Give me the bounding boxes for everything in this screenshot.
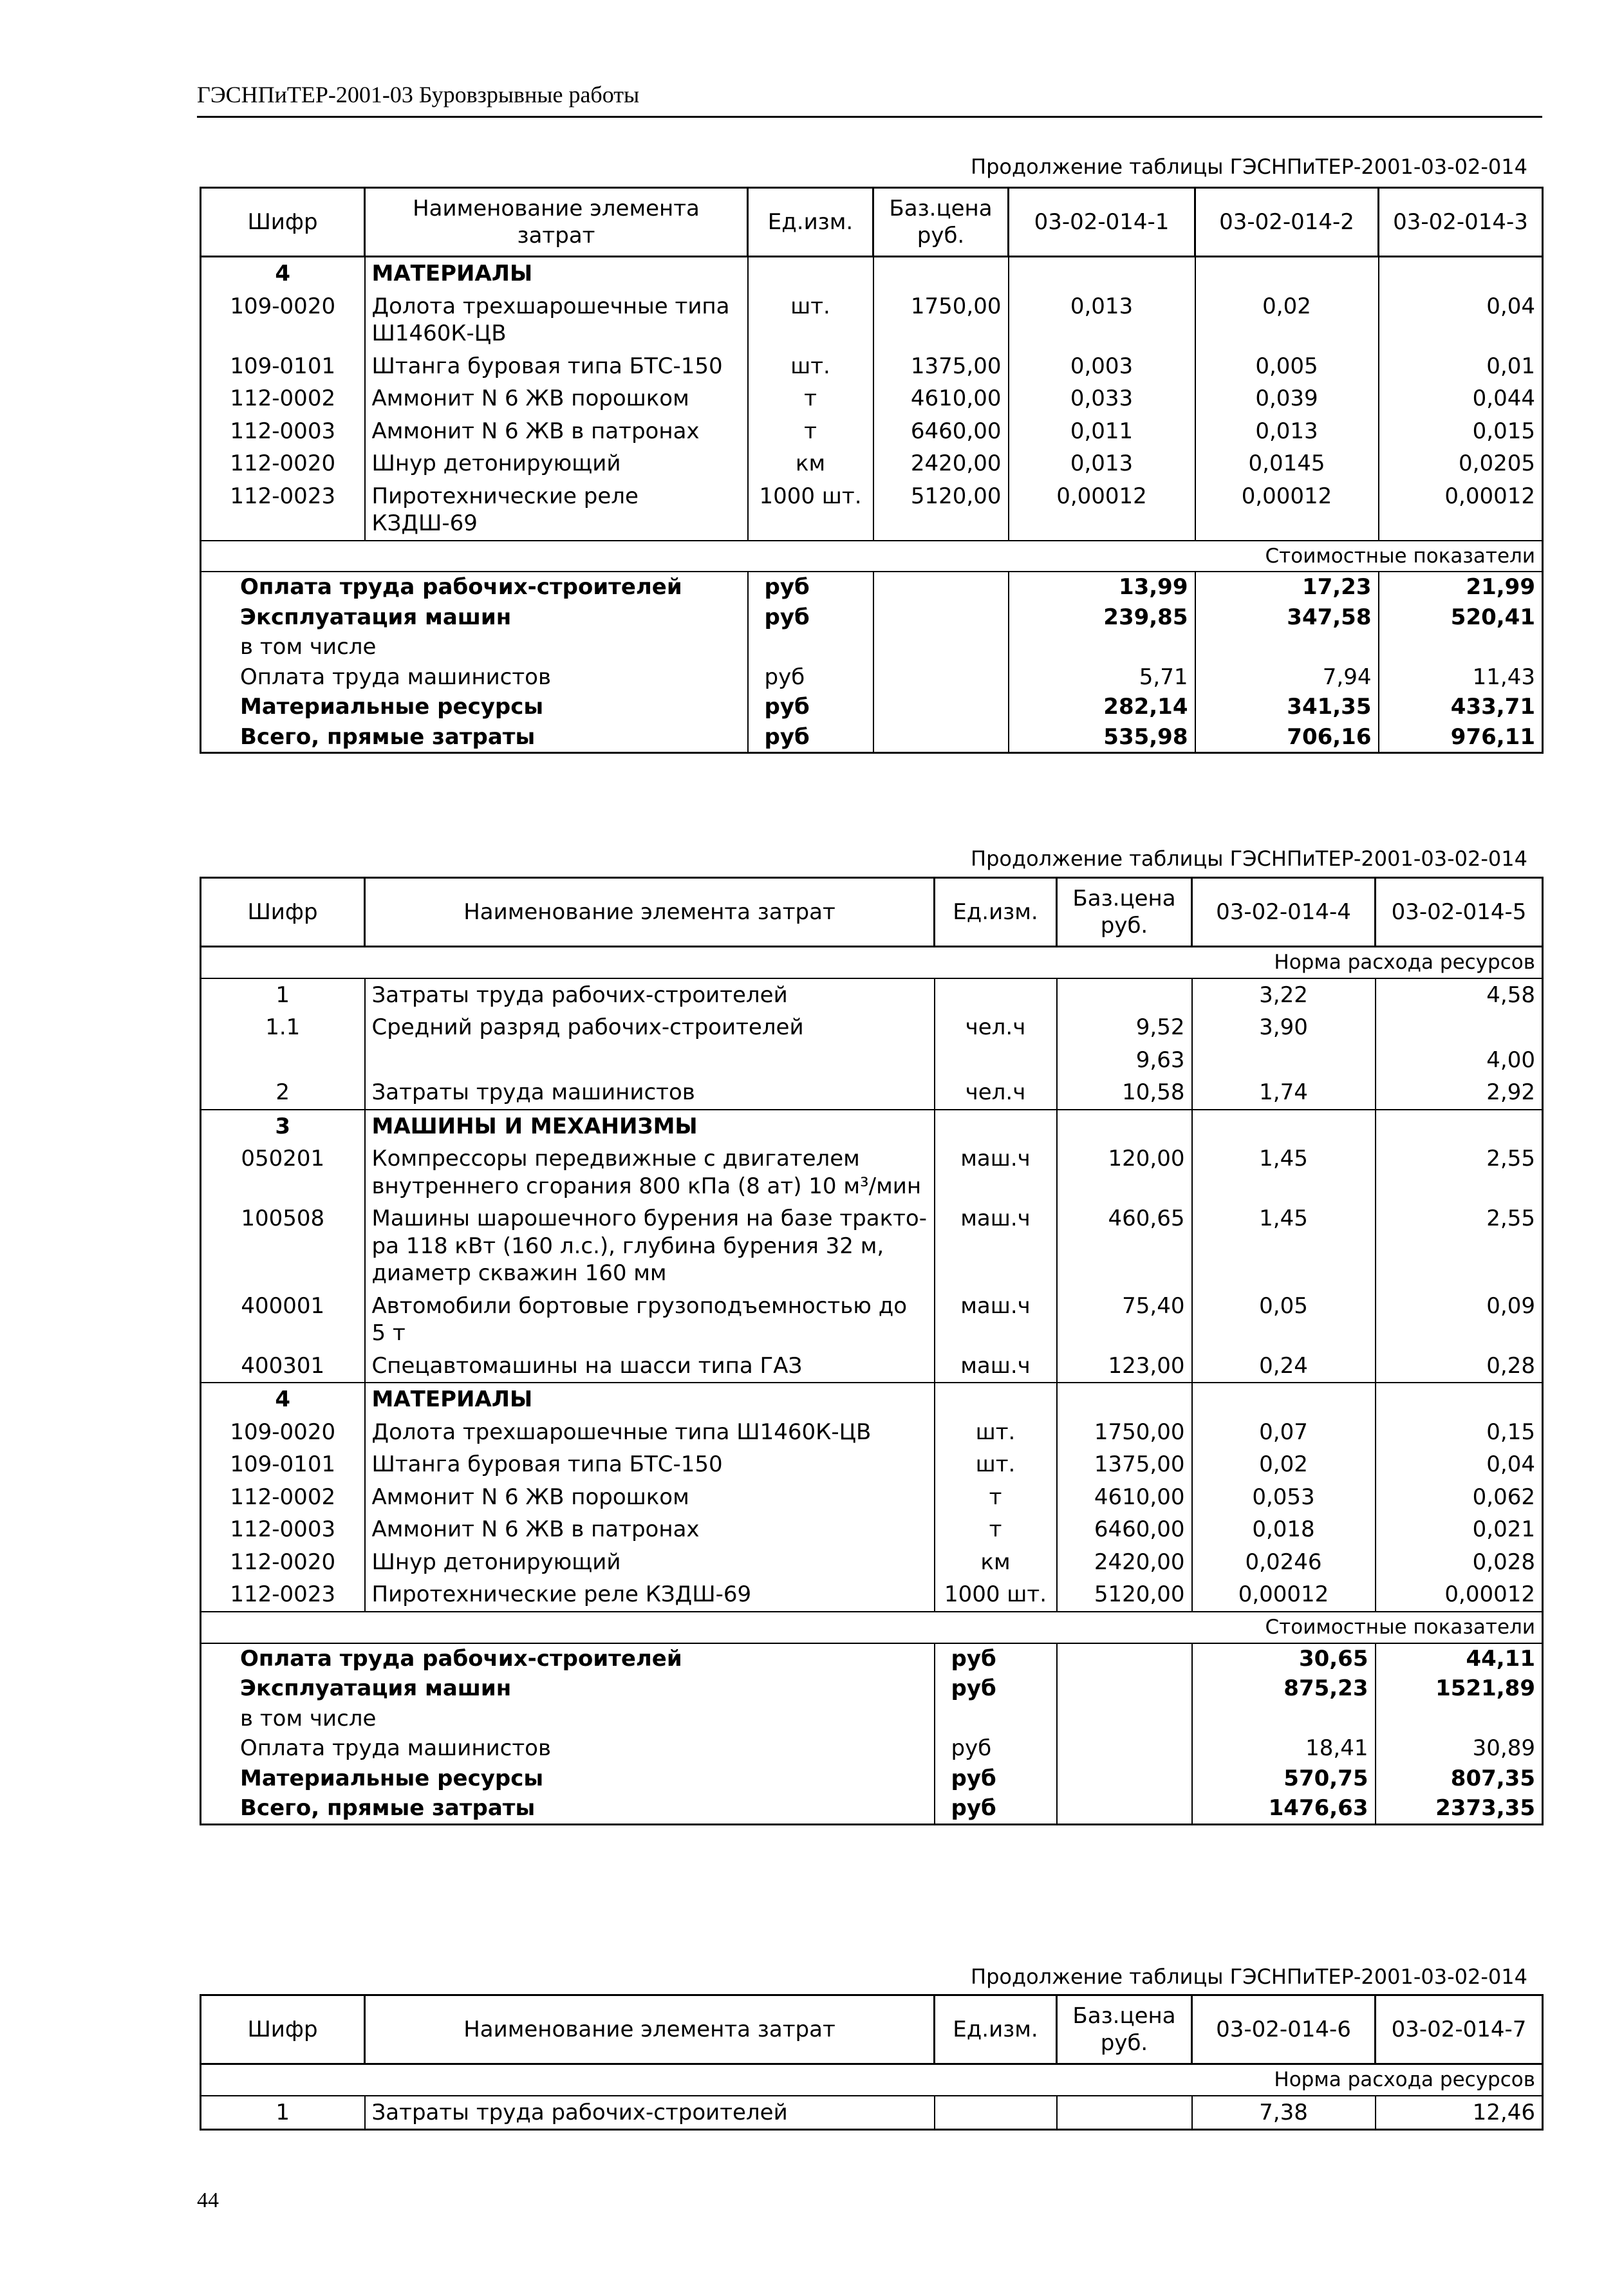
summary-value: 5,71 bbox=[1009, 662, 1195, 693]
row-value: 4610,00 bbox=[873, 382, 1009, 415]
summary-unit: руб bbox=[748, 662, 873, 693]
row-code: 109-0101 bbox=[201, 350, 365, 383]
summary-row bbox=[201, 1733, 1543, 1764]
section-row bbox=[201, 1383, 1543, 1416]
section-code: 4 bbox=[201, 257, 365, 290]
empty-cell bbox=[1009, 257, 1195, 290]
row-value: 2,92 bbox=[1376, 1076, 1543, 1110]
row-code: 050201 bbox=[201, 1143, 365, 1202]
summary-unit: руб bbox=[748, 692, 873, 722]
row-value: шт. bbox=[935, 1448, 1057, 1481]
summary-label: Материальные ресурсы bbox=[201, 1764, 935, 1794]
row-value: 1,74 bbox=[1192, 1076, 1376, 1110]
row-code: 112-0020 bbox=[201, 1546, 365, 1579]
column-header: 03-02-014-4 bbox=[1192, 878, 1376, 947]
row-name: Аммонит N 6 ЖВ порошком bbox=[365, 382, 748, 415]
summary-unit: руб bbox=[935, 1643, 1057, 1674]
summary-row bbox=[201, 572, 1543, 602]
row-code: 100508 bbox=[201, 1202, 365, 1290]
section-title: МАТЕРИАЛЫ bbox=[365, 257, 748, 290]
summary-value: 976,11 bbox=[1379, 722, 1543, 753]
row-code: 109-0020 bbox=[201, 290, 365, 350]
row-value: 0,00012 bbox=[1192, 1578, 1376, 1612]
row-value: 0,003 bbox=[1009, 350, 1195, 383]
row-value: 12,46 bbox=[1376, 2096, 1543, 2130]
summary-value: 535,98 bbox=[1009, 722, 1195, 753]
row-value bbox=[1057, 978, 1192, 1012]
table-row bbox=[201, 1011, 1543, 1044]
row-name: Машины шарошечного бурения на базе тракто-ра 118 кВт (160 л.с.), глубина бурения 32 м, диаметр скважин 160 мм bbox=[365, 1202, 935, 1290]
row-value: 0,005 bbox=[1195, 350, 1379, 383]
table-row bbox=[201, 415, 1543, 448]
empty-cell bbox=[1057, 1674, 1192, 1704]
row-value: 5120,00 bbox=[1057, 1578, 1192, 1612]
summary-value: 30,89 bbox=[1376, 1733, 1543, 1764]
row-value: 0,0246 bbox=[1192, 1546, 1376, 1579]
summary-label: Всего, прямые затраты bbox=[201, 722, 748, 753]
table-row bbox=[201, 480, 1543, 541]
row-name: Затраты труда рабочих-строителей bbox=[365, 978, 935, 1012]
row-name: Шнур детонирующий bbox=[365, 1546, 935, 1579]
summary-value bbox=[1195, 632, 1379, 662]
row-value: 1,45 bbox=[1192, 1143, 1376, 1202]
table3-caption: Продолжение таблицы ГЭСНПиТЕР-2001-03-02-014 bbox=[971, 1964, 1527, 1989]
summary-row bbox=[201, 662, 1543, 693]
section-row bbox=[201, 257, 1543, 290]
summary-value: 21,99 bbox=[1379, 572, 1543, 602]
empty-cell bbox=[1057, 1110, 1192, 1143]
summary-value: 7,94 bbox=[1195, 662, 1379, 693]
empty-cell bbox=[873, 722, 1009, 753]
row-value: т bbox=[935, 1481, 1057, 1514]
summary-unit: руб bbox=[748, 722, 873, 753]
row-value: 0,28 bbox=[1376, 1350, 1543, 1383]
row-value: 0,04 bbox=[1379, 290, 1543, 350]
table-row bbox=[201, 978, 1543, 1012]
summary-value bbox=[1192, 1704, 1376, 1734]
row-code: 109-0101 bbox=[201, 1448, 365, 1481]
table-row bbox=[201, 1448, 1543, 1481]
section-label: Стоимостные показатели bbox=[201, 1612, 1543, 1643]
empty-cell bbox=[873, 692, 1009, 722]
row-value: маш.ч bbox=[935, 1143, 1057, 1202]
summary-value: 1476,63 bbox=[1192, 1793, 1376, 1824]
empty-cell bbox=[873, 257, 1009, 290]
empty-cell bbox=[873, 572, 1009, 602]
row-value: 4610,00 bbox=[1057, 1481, 1192, 1514]
table-header-row bbox=[201, 1995, 1543, 2064]
section-label: Стоимостные показатели bbox=[201, 541, 1543, 572]
row-name: Долота трехшарошечные типа Ш1460К-ЦВ bbox=[365, 290, 748, 350]
table1-caption: Продолжение таблицы ГЭСНПиТЕР-2001-03-02-014 bbox=[971, 154, 1527, 179]
row-value: шт. bbox=[748, 350, 873, 383]
summary-unit: руб bbox=[935, 1674, 1057, 1704]
summary-label: в том числе bbox=[201, 632, 748, 662]
resource-table-3 bbox=[200, 1994, 1544, 2131]
resource-table-1 bbox=[200, 187, 1544, 754]
row-value: 0,0205 bbox=[1379, 447, 1543, 480]
column-header: Наименование элемента затрат bbox=[365, 1995, 935, 2064]
row-value: т bbox=[748, 382, 873, 415]
column-header: Ед.изм. bbox=[935, 878, 1057, 947]
row-code: 112-0003 bbox=[201, 1513, 365, 1546]
row-code: 109-0020 bbox=[201, 1416, 365, 1449]
summary-unit bbox=[748, 632, 873, 662]
row-value: 6460,00 bbox=[1057, 1513, 1192, 1546]
column-header: 03-02-014-7 bbox=[1376, 1995, 1543, 2064]
summary-unit: руб bbox=[935, 1793, 1057, 1824]
column-header: Ед.изм. bbox=[748, 188, 873, 257]
empty-cell bbox=[1192, 1110, 1376, 1143]
row-code: 1.1 bbox=[201, 1011, 365, 1044]
row-value: 0,015 bbox=[1379, 415, 1543, 448]
summary-value: 239,85 bbox=[1009, 602, 1195, 633]
column-header: Баз.цена руб. bbox=[1057, 1995, 1192, 2064]
section-label-row bbox=[201, 2064, 1543, 2096]
row-value: 0,033 bbox=[1009, 382, 1195, 415]
row-value: т bbox=[748, 415, 873, 448]
row-value: чел.ч bbox=[935, 1076, 1057, 1110]
empty-cell bbox=[1376, 1383, 1543, 1416]
summary-value: 17,23 bbox=[1195, 572, 1379, 602]
row-code: 2 bbox=[201, 1076, 365, 1110]
row-value: 0,00012 bbox=[1009, 480, 1195, 541]
row-value: 0,07 bbox=[1192, 1416, 1376, 1449]
summary-value: 2373,35 bbox=[1376, 1793, 1543, 1824]
row-code: 112-0002 bbox=[201, 1481, 365, 1514]
section-label-row bbox=[201, 541, 1543, 572]
row-value: маш.ч bbox=[935, 1202, 1057, 1290]
table-row bbox=[201, 1546, 1543, 1579]
row-value: шт. bbox=[935, 1416, 1057, 1449]
summary-value: 13,99 bbox=[1009, 572, 1195, 602]
section-title: МАТЕРИАЛЫ bbox=[365, 1383, 935, 1416]
section-title: МАШИНЫ И МЕХАНИЗМЫ bbox=[365, 1110, 935, 1143]
row-value: 1,45 bbox=[1192, 1202, 1376, 1290]
row-value: 0,04 bbox=[1376, 1448, 1543, 1481]
row-name bbox=[365, 1044, 935, 1077]
summary-row bbox=[201, 692, 1543, 722]
column-header: Баз.цена руб. bbox=[1057, 878, 1192, 947]
section-code: 3 bbox=[201, 1110, 365, 1143]
row-value: 1000 шт. bbox=[935, 1578, 1057, 1612]
row-value: 0,013 bbox=[1009, 290, 1195, 350]
summary-value: 11,43 bbox=[1379, 662, 1543, 693]
row-code: 112-0003 bbox=[201, 415, 365, 448]
section-label: Норма расхода ресурсов bbox=[201, 2064, 1543, 2096]
table-row bbox=[201, 350, 1543, 383]
row-value: 0,044 bbox=[1379, 382, 1543, 415]
section-row bbox=[201, 1110, 1543, 1143]
row-value bbox=[1057, 2096, 1192, 2130]
row-value: 2,55 bbox=[1376, 1143, 1543, 1202]
summary-label: в том числе bbox=[201, 1704, 935, 1734]
row-value: 2420,00 bbox=[1057, 1546, 1192, 1579]
row-value: маш.ч bbox=[935, 1290, 1057, 1350]
summary-value: 44,11 bbox=[1376, 1643, 1543, 1674]
row-value: 0,062 bbox=[1376, 1481, 1543, 1514]
row-code: 1 bbox=[201, 2096, 365, 2130]
row-value bbox=[935, 2096, 1057, 2130]
summary-unit: руб bbox=[935, 1733, 1057, 1764]
row-value: чел.ч bbox=[935, 1011, 1057, 1044]
summary-value: 1521,89 bbox=[1376, 1674, 1543, 1704]
summary-label: Эксплуатация машин bbox=[201, 602, 748, 633]
table-row bbox=[201, 1350, 1543, 1383]
summary-row bbox=[201, 632, 1543, 662]
row-value: 5120,00 bbox=[873, 480, 1009, 541]
table-row bbox=[201, 1578, 1543, 1612]
row-value: 9,52 bbox=[1057, 1011, 1192, 1044]
summary-value: 341,35 bbox=[1195, 692, 1379, 722]
row-code: 112-0023 bbox=[201, 1578, 365, 1612]
row-value: 0,00012 bbox=[1195, 480, 1379, 541]
summary-value: 706,16 bbox=[1195, 722, 1379, 753]
row-value: 3,22 bbox=[1192, 978, 1376, 1012]
resource-table-2 bbox=[200, 877, 1544, 1825]
summary-value: 875,23 bbox=[1192, 1674, 1376, 1704]
empty-cell bbox=[873, 602, 1009, 633]
row-value: 1750,00 bbox=[1057, 1416, 1192, 1449]
row-value bbox=[1192, 1044, 1376, 1077]
row-value: 0,05 bbox=[1192, 1290, 1376, 1350]
row-value: 1750,00 bbox=[873, 290, 1009, 350]
row-value: 7,38 bbox=[1192, 2096, 1376, 2130]
row-name: Аммонит N 6 ЖВ порошком bbox=[365, 1481, 935, 1514]
column-header: Шифр bbox=[201, 188, 365, 257]
row-value: 0,013 bbox=[1195, 415, 1379, 448]
table-row bbox=[201, 1202, 1543, 1290]
row-name: Пиротехнические реле КЗДШ-69 bbox=[365, 1578, 935, 1612]
row-value: 4,00 bbox=[1376, 1044, 1543, 1077]
empty-cell bbox=[748, 257, 873, 290]
column-header: 03-02-014-3 bbox=[1379, 188, 1543, 257]
row-value: 0,00012 bbox=[1379, 480, 1543, 541]
row-code: 112-0002 bbox=[201, 382, 365, 415]
row-name: Штанга буровая типа БТС-150 bbox=[365, 350, 748, 383]
row-value: 0,013 bbox=[1009, 447, 1195, 480]
table-row bbox=[201, 382, 1543, 415]
summary-label: Всего, прямые затраты bbox=[201, 1793, 935, 1824]
summary-label: Оплата труда рабочих-строителей bbox=[201, 1643, 935, 1674]
row-value: км bbox=[935, 1546, 1057, 1579]
row-value: 2420,00 bbox=[873, 447, 1009, 480]
table-row bbox=[201, 447, 1543, 480]
row-value bbox=[935, 1044, 1057, 1077]
empty-cell bbox=[1379, 257, 1543, 290]
row-value: 0,02 bbox=[1195, 290, 1379, 350]
empty-cell bbox=[873, 632, 1009, 662]
column-header: Шифр bbox=[201, 1995, 365, 2064]
row-name: Затраты труда рабочих-строителей bbox=[365, 2096, 935, 2130]
row-code: 1 bbox=[201, 978, 365, 1012]
summary-unit bbox=[935, 1704, 1057, 1734]
table-row bbox=[201, 2096, 1543, 2130]
row-name: Автомобили бортовые грузоподъемностью до 5 т bbox=[365, 1290, 935, 1350]
row-value: 460,65 bbox=[1057, 1202, 1192, 1290]
row-code: 400001 bbox=[201, 1290, 365, 1350]
column-header: Ед.изм. bbox=[935, 1995, 1057, 2064]
summary-row bbox=[201, 1764, 1543, 1794]
row-name: Компрессоры передвижные с двигателем внутреннего сгорания 800 кПа (8 ат) 10 м³/мин bbox=[365, 1143, 935, 1202]
row-value: 1375,00 bbox=[873, 350, 1009, 383]
empty-cell bbox=[1192, 1383, 1376, 1416]
summary-value bbox=[1379, 632, 1543, 662]
empty-cell bbox=[1376, 1110, 1543, 1143]
row-name: Затраты труда машинистов bbox=[365, 1076, 935, 1110]
row-value: маш.ч bbox=[935, 1350, 1057, 1383]
table-row bbox=[201, 1416, 1543, 1449]
row-value: 6460,00 bbox=[873, 415, 1009, 448]
table-row bbox=[201, 1143, 1543, 1202]
summary-label: Оплата труда машинистов bbox=[201, 662, 748, 693]
row-value: 75,40 bbox=[1057, 1290, 1192, 1350]
row-value: 9,63 bbox=[1057, 1044, 1192, 1077]
section-label-row bbox=[201, 1612, 1543, 1643]
row-code bbox=[201, 1044, 365, 1077]
column-header: 03-02-014-5 bbox=[1376, 878, 1543, 947]
table-row bbox=[201, 1290, 1543, 1350]
row-value: 1375,00 bbox=[1057, 1448, 1192, 1481]
row-value: 123,00 bbox=[1057, 1350, 1192, 1383]
column-header: Наименование элемента затрат bbox=[365, 878, 935, 947]
summary-unit: руб bbox=[748, 602, 873, 633]
empty-cell bbox=[1057, 1733, 1192, 1764]
summary-label: Оплата труда машинистов bbox=[201, 1733, 935, 1764]
summary-value: 282,14 bbox=[1009, 692, 1195, 722]
row-name: Аммонит N 6 ЖВ в патронах bbox=[365, 415, 748, 448]
row-value: 0,24 bbox=[1192, 1350, 1376, 1383]
row-value: т bbox=[935, 1513, 1057, 1546]
empty-cell bbox=[1057, 1383, 1192, 1416]
empty-cell bbox=[1057, 1793, 1192, 1824]
row-name: Спецавтомашины на шасси типа ГАЗ bbox=[365, 1350, 935, 1383]
row-value: шт. bbox=[748, 290, 873, 350]
row-value: 0,01 bbox=[1379, 350, 1543, 383]
summary-value bbox=[1376, 1704, 1543, 1734]
row-code: 400301 bbox=[201, 1350, 365, 1383]
summary-row bbox=[201, 1704, 1543, 1734]
summary-value: 18,41 bbox=[1192, 1733, 1376, 1764]
row-value: 0,09 bbox=[1376, 1290, 1543, 1350]
row-value: 0,15 bbox=[1376, 1416, 1543, 1449]
column-header: Шифр bbox=[201, 878, 365, 947]
row-value: 0,053 bbox=[1192, 1481, 1376, 1514]
summary-value: 807,35 bbox=[1376, 1764, 1543, 1794]
row-value: км bbox=[748, 447, 873, 480]
summary-value: 30,65 bbox=[1192, 1643, 1376, 1674]
row-value: 0,039 bbox=[1195, 382, 1379, 415]
row-value: 0,02 bbox=[1192, 1448, 1376, 1481]
section-label: Норма расхода ресурсов bbox=[201, 947, 1543, 978]
empty-cell bbox=[1057, 1764, 1192, 1794]
row-value: 10,58 bbox=[1057, 1076, 1192, 1110]
column-header: 03-02-014-2 bbox=[1195, 188, 1379, 257]
table-row bbox=[201, 1076, 1543, 1110]
column-header: Наименование элемента затрат bbox=[365, 188, 748, 257]
row-value bbox=[935, 978, 1057, 1012]
empty-cell bbox=[1057, 1704, 1192, 1734]
summary-value bbox=[1009, 632, 1195, 662]
summary-row bbox=[201, 1674, 1543, 1704]
table-header-row bbox=[201, 188, 1543, 257]
empty-cell bbox=[1057, 1643, 1192, 1674]
page-header: ГЭСНПиТЕР-2001-03 Буровзрывные работы bbox=[197, 81, 1542, 118]
row-value: 3,90 bbox=[1192, 1011, 1376, 1044]
row-name: Пиротехнические реле КЗДШ-69 bbox=[365, 480, 748, 541]
column-header: 03-02-014-6 bbox=[1192, 1995, 1376, 2064]
summary-label: Эксплуатация машин bbox=[201, 1674, 935, 1704]
empty-cell bbox=[935, 1383, 1057, 1416]
summary-value: 520,41 bbox=[1379, 602, 1543, 633]
summary-value: 570,75 bbox=[1192, 1764, 1376, 1794]
row-name: Аммонит N 6 ЖВ в патронах bbox=[365, 1513, 935, 1546]
row-name: Штанга буровая типа БТС-150 bbox=[365, 1448, 935, 1481]
row-value: 0,018 bbox=[1192, 1513, 1376, 1546]
table-row bbox=[201, 1481, 1543, 1514]
summary-value: 433,71 bbox=[1379, 692, 1543, 722]
summary-label: Оплата труда рабочих-строителей bbox=[201, 572, 748, 602]
row-value: 1000 шт. bbox=[748, 480, 873, 541]
row-value bbox=[1376, 1011, 1543, 1044]
summary-row bbox=[201, 722, 1543, 753]
row-value: 0,021 bbox=[1376, 1513, 1543, 1546]
empty-cell bbox=[1195, 257, 1379, 290]
row-value: 120,00 bbox=[1057, 1143, 1192, 1202]
column-header: 03-02-014-1 bbox=[1009, 188, 1195, 257]
empty-cell bbox=[873, 662, 1009, 693]
column-header: Баз.цена руб. bbox=[873, 188, 1009, 257]
section-label-row bbox=[201, 947, 1543, 978]
summary-row bbox=[201, 602, 1543, 633]
row-name: Шнур детонирующий bbox=[365, 447, 748, 480]
summary-row bbox=[201, 1643, 1543, 1674]
row-code: 112-0020 bbox=[201, 447, 365, 480]
row-name: Средний разряд рабочих-строителей bbox=[365, 1011, 935, 1044]
summary-value: 347,58 bbox=[1195, 602, 1379, 633]
row-code: 112-0023 bbox=[201, 480, 365, 541]
section-code: 4 bbox=[201, 1383, 365, 1416]
table-row bbox=[201, 290, 1543, 350]
row-value: 0,011 bbox=[1009, 415, 1195, 448]
empty-cell bbox=[935, 1110, 1057, 1143]
summary-unit: руб bbox=[935, 1764, 1057, 1794]
table-row bbox=[201, 1513, 1543, 1546]
row-value: 2,55 bbox=[1376, 1202, 1543, 1290]
row-value: 0,0145 bbox=[1195, 447, 1379, 480]
row-name: Долота трехшарошечные типа Ш1460К-ЦВ bbox=[365, 1416, 935, 1449]
summary-label: Материальные ресурсы bbox=[201, 692, 748, 722]
summary-row bbox=[201, 1793, 1543, 1824]
page-number: 44 bbox=[197, 2188, 219, 2212]
table-row bbox=[201, 1044, 1543, 1077]
row-value: 0,00012 bbox=[1376, 1578, 1543, 1612]
table-header-row bbox=[201, 878, 1543, 947]
summary-unit: руб bbox=[748, 572, 873, 602]
table2-caption: Продолжение таблицы ГЭСНПиТЕР-2001-03-02-014 bbox=[971, 846, 1527, 871]
row-value: 4,58 bbox=[1376, 978, 1543, 1012]
row-value: 0,028 bbox=[1376, 1546, 1543, 1579]
